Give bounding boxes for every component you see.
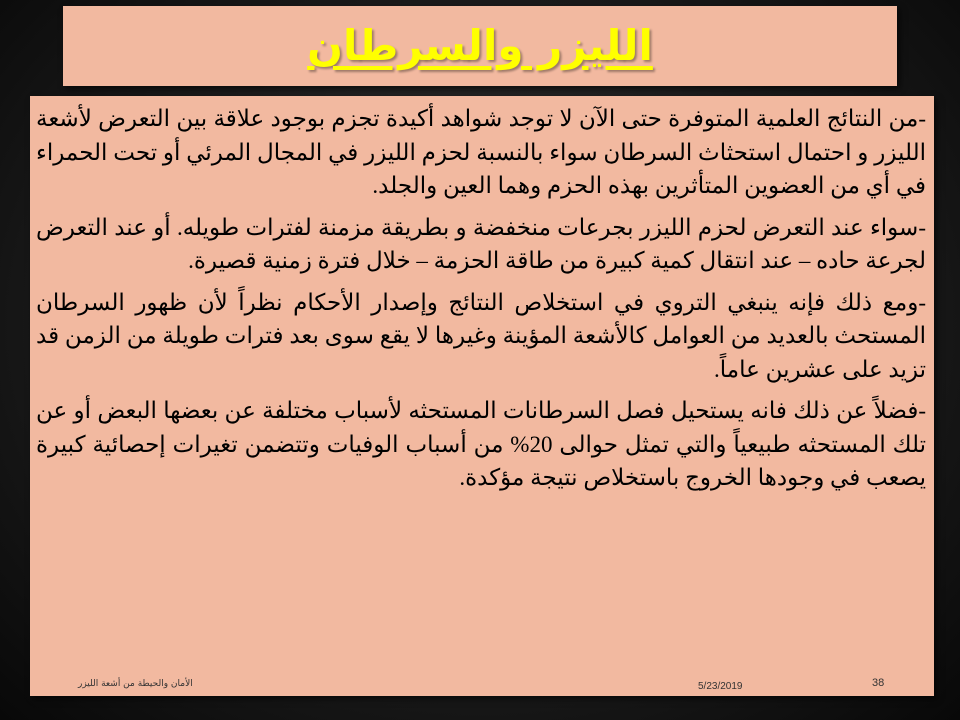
paragraph-3: -ومع ذلك فإنه ينبغي التروي في استخلاص النتائج وإصدار الأحكام نظراً لأن ظهور السرطان المستحث بالعديد من العوامل كالأشعة المؤينة وغيرها لا يقع سوى بعد فترات طويلة من الزمن قد تزيد على عشرين عاماً. — [36, 289, 926, 382]
footer-caption: الأمان والحيطة من أشعة الليزر — [78, 679, 193, 689]
content-box — [30, 96, 934, 696]
slide-number: 38 — [872, 677, 885, 689]
paragraph-1: -من النتائج العلمية المتوفرة حتى الآن لا توجد شواهد أكيدة تجزم بوجود علاقة بين التعرض لأشعة الليزر و احتمال استحثاث السرطان سواء بالنسبة لحزم الليزر في المجال المرئي أو تحت الحمراء في أي من العضوين المتأثرين بهذه الحزم وهما العين والجلد. — [36, 106, 926, 198]
paragraph-4: -فضلاً عن ذلك فانه يستحيل فصل السرطانات المستحثه لأسباب مختلفة عن بعضها البعض أو عن تلك المستحثه طبيعياً والتي تمثل حوالى 20% من أسباب الوفيات وتتضمن تغيرات إحصائية كبيرة يصعب في وجودها الخروج باستخلاص نتيجة مؤكدة. — [36, 398, 926, 490]
paragraph-2: -سواء عند التعرض لحزم الليزر بجرعات منخفضة و بطريقة مزمنة لفترات طويله. أو عند التعرض لجرعة حاده – عند انتقال كمية كبيرة من طاقة الحزمة – خلال فترة زمنية قصيرة. — [36, 214, 926, 273]
footer-date: 5/23/2019 — [698, 681, 743, 692]
content-text — [36, 102, 926, 503]
title-box — [63, 6, 897, 86]
slide-title: الليزر والسرطان — [307, 21, 653, 70]
